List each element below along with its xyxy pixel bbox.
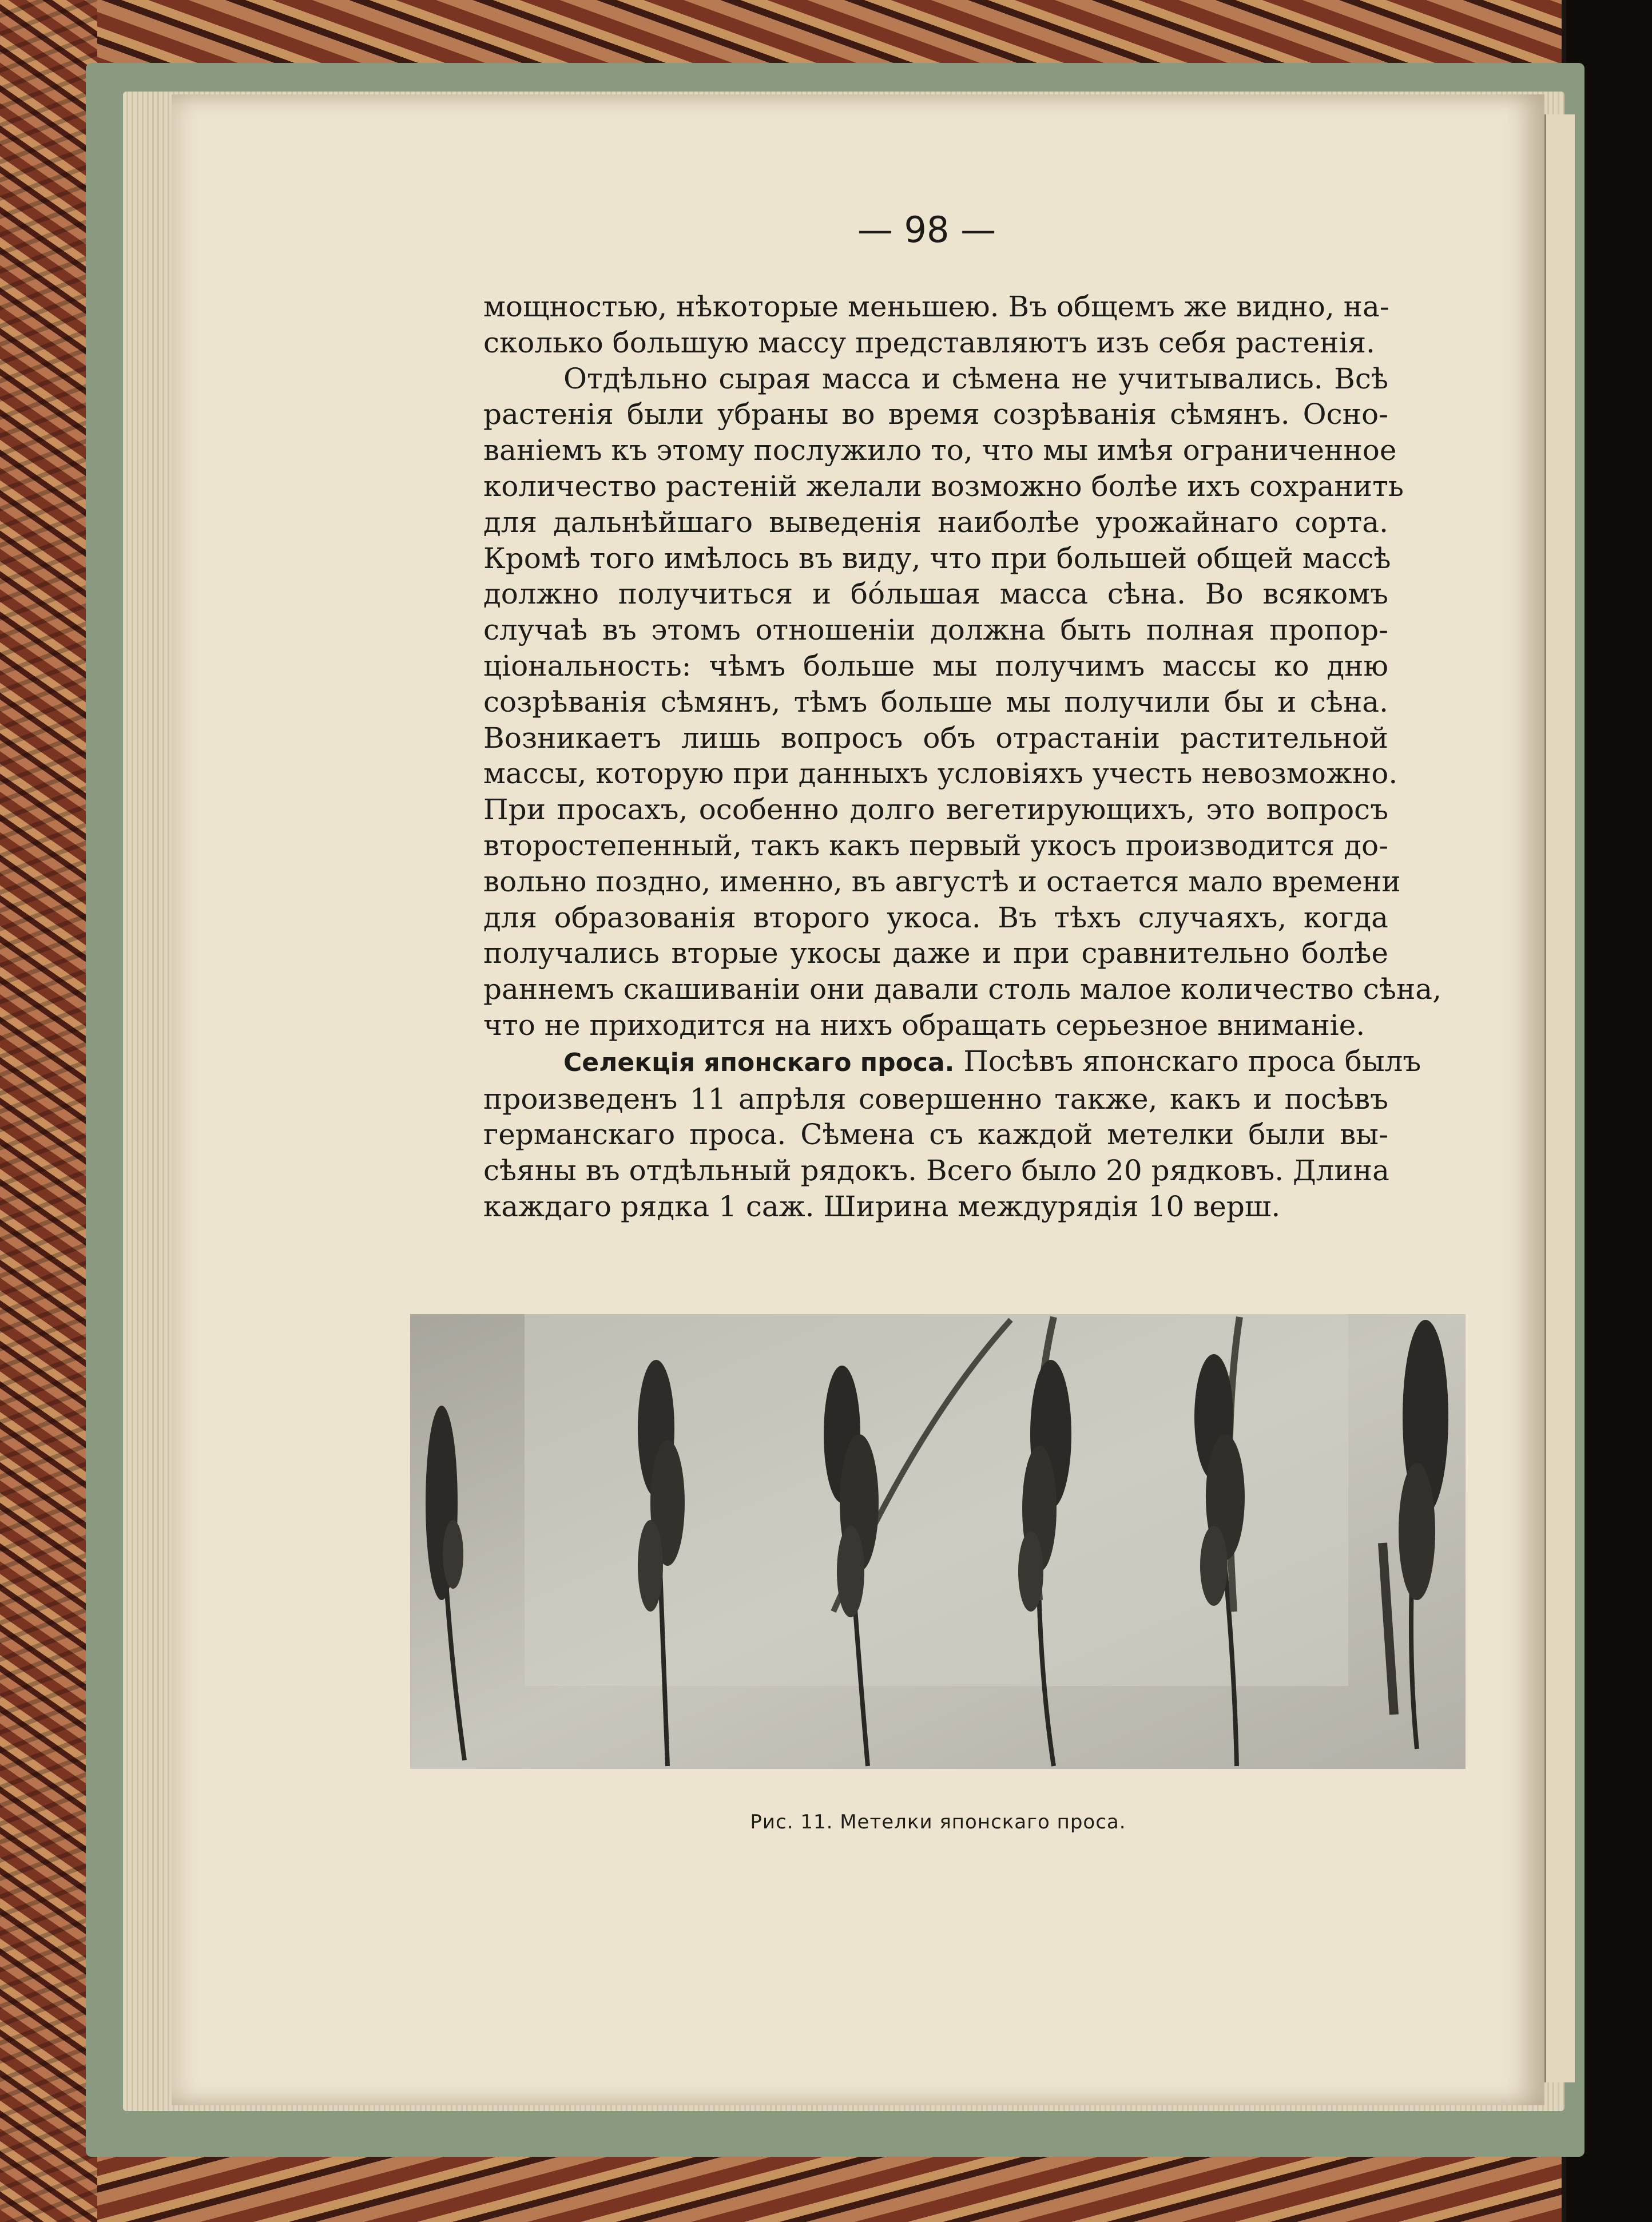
text-line: что не приходится на нихъ обращать серьезное вниманіе. xyxy=(483,1008,1365,1042)
millet-panicles-illustration xyxy=(410,1314,1466,1769)
page-number: — 98 — xyxy=(857,209,996,251)
text-line: должно получиться и бóльшая масса сѣна. Во всякомъ xyxy=(483,577,1388,611)
text-line: ваніемъ къ этому послужило то, что мы имѣя ограниченное xyxy=(483,434,1397,467)
figure-caption: Рис. 11. Метелки японскаго проса. xyxy=(750,1811,1126,1834)
text-line: раннемъ скашиваніи они давали столь малое количество сѣна, xyxy=(483,973,1441,1006)
facing-page-edge xyxy=(1544,114,1575,2082)
text-line: При просахъ, особенно долго вегетирующихъ, это вопросъ xyxy=(483,793,1388,827)
text-line: Кромѣ того имѣлось въ виду, что при большей общей массѣ xyxy=(483,541,1391,575)
text-line: германскаго проса. Сѣмена съ каждой метелки были вы- xyxy=(483,1118,1388,1152)
text-line: сколько большую массу представляютъ изъ себя растенія. xyxy=(483,326,1375,359)
text-line: вольно поздно, именно, въ августѣ и остается мало времени xyxy=(483,864,1401,898)
text-line-rest: Посѣвъ японскаго проса былъ xyxy=(963,1044,1421,1078)
paragraph-1 xyxy=(483,289,1388,361)
book-cover-marbled-top xyxy=(97,0,1562,72)
paragraph-3 xyxy=(483,1043,1421,1225)
text-line: сѣяны въ отдѣльный рядокъ. Всего было 20 рядковъ. Длина xyxy=(483,1154,1389,1188)
text-line: количество растеній желали возможно болѣе ихъ сохранить xyxy=(483,469,1404,503)
text-line: второстепенный, такъ какъ первый укосъ производится до- xyxy=(483,828,1389,862)
book-cover-marbled-left xyxy=(0,0,97,2222)
body-text xyxy=(483,289,1441,1225)
text-line: мощностью, нѣкоторые меньшею. Въ общемъ же видно, на- xyxy=(483,290,1389,323)
text-line: массы, которую при данныхъ условіяхъ учесть невозможно. xyxy=(483,757,1398,791)
text-line: для образованія второго укоса. Въ тѣхъ случаяхъ, когда xyxy=(483,900,1388,934)
text-line: для дальнѣйшаго выведенія наиболѣе урожайнаго сорта. xyxy=(483,505,1388,539)
text-line: растенія были убраны во время созрѣванія сѣмянъ. Осно- xyxy=(483,398,1388,431)
text-line: каждаго рядка 1 саж. Ширина междурядія 10 верш. xyxy=(483,1189,1281,1223)
paragraph-2 xyxy=(483,361,1441,1043)
text-line: произведенъ 11 апрѣля совершенно также, какъ и посѣвъ xyxy=(483,1082,1388,1116)
section-heading: Селекція японскаго проса. xyxy=(563,1047,955,1077)
text-line: Отдѣльно сырая масса и сѣмена не учитывались. Всѣ xyxy=(563,362,1388,395)
text-line: Возникаетъ лишь вопросъ объ отрастаніи растительной xyxy=(483,721,1388,755)
text-line: ціональность: чѣмъ больше мы получимъ массы ко дню xyxy=(483,649,1388,683)
text-line: созрѣванія сѣмянъ, тѣмъ больше мы получили бы и сѣна. xyxy=(483,685,1388,719)
text-line: получались вторые укосы даже и при сравнительно болѣе xyxy=(483,937,1388,970)
figure-millet-panicles-photo xyxy=(410,1314,1466,1769)
text-line: случаѣ въ этомъ отношеніи должна быть полная пропор- xyxy=(483,613,1388,647)
text-line xyxy=(483,1043,1421,1081)
